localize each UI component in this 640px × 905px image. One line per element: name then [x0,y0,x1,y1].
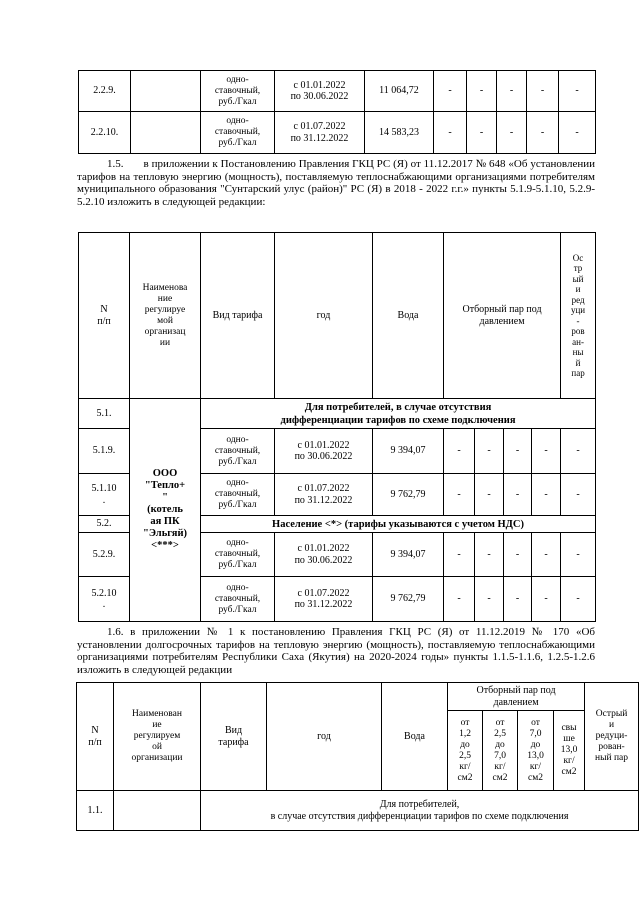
header-water: Вода [382,683,448,791]
dash-cell: - [532,429,561,474]
dash-cell: - [504,533,532,577]
water-value: 9 762,79 [373,577,444,622]
tariff-type: одно- ставочный, руб./Гкал [201,474,275,516]
paragraph-1-6: 1.6. в приложении № 1 к постановлению Правления ГКЦ РС (Я) от 11.12.2019 № 170 «Об установлении долгосрочных тарифов на тепловую энергию (мощность), поставляемую теплоснабжающими организациями потребителям Республики Саха (Якутия) на 2020-2024 годы» пункты 1.1.5-1.1.6, 1.2.5-1.2.6 изложить в следующей редакции [77,626,595,676]
dash-cell: - [561,533,596,577]
row-number: 5.1. [79,399,130,429]
period: с 01.07.2022 по 31.12.2022 [275,577,373,622]
tariff-type: одно- ставочный, руб./Гкал [201,577,275,622]
bottom-tariff-table [76,682,639,831]
period: с 01.07.2022 по 31.12.2022 [275,474,373,516]
paragraph-1-5: 1.5. в приложении к Постановлению Правления ГКЦ РС (Я) от 11.12.2017 № 648 «Об установлении тарифов на тепловую энергию (мощность), поставляемую теплоснабжающими организациями потребителям муниципального образования "Сунтарский улус (район)" РС (Я) в 2018 - 2022 г.г.» пункты 5.1.9-5.1.10, 5.2.9-5.2.10 изложить в следующей редакции: [77,158,595,208]
header-row [77,683,639,711]
header-num: N п/п [79,233,130,399]
dash-cell: - [444,474,475,516]
dash-cell: - [561,577,596,622]
dash-cell: - [559,71,596,112]
header-org: Наименован ие регулируем ой организации [114,683,201,791]
top-tariff-table [78,70,596,154]
dash-cell: - [527,112,559,154]
section-row [77,791,639,831]
period: с 01.01.2022 по 30.06.2022 [275,533,373,577]
header-sharp-steam: Ос тр ый и ред уци - ров ан- ны й пар [561,233,596,399]
header-pressure-range: от 1,2 до 2,5 кг/ см2 [448,711,483,791]
dash-cell: - [434,71,467,112]
dash-cell: - [561,474,596,516]
dash-cell: - [532,577,561,622]
row-number: 5.2.9. [79,533,130,577]
tariff-type: одно- ставочный, руб./Гкал [201,112,275,154]
dash-cell: - [467,71,497,112]
row-number: 2.2.10. [79,112,131,154]
tariff-type: одно- ставочный, руб./Гкал [201,533,275,577]
header-water: Вода [373,233,444,399]
dash-cell: - [475,474,504,516]
water-value: 9 762,79 [373,474,444,516]
header-year: год [267,683,382,791]
dash-cell: - [444,533,475,577]
section-title: Для потребителей, в случае отсутствия дифференциации тарифов по схеме подключения [201,791,639,831]
section-row [79,399,596,429]
org-cell [131,71,201,112]
header-pressure-range: от 7,0 до 13,0 кг/ см2 [518,711,554,791]
dash-cell: - [561,429,596,474]
row-number: 5.2. [79,516,130,533]
dash-cell: - [527,71,559,112]
period: с 01.07.2022 по 31.12.2022 [275,112,365,154]
water-value: 9 394,07 [373,429,444,474]
row-number: 5.1.9. [79,429,130,474]
dash-cell: - [532,474,561,516]
header-org: Наименова ние регулируе мой организац ии [130,233,201,399]
header-row [79,233,596,399]
header-sharp-steam: Острый и редуци- рован- ный пар [585,683,639,791]
header-pressure-range: от 2,5 до 7,0 кг/ см2 [483,711,518,791]
water-value: 11 064,72 [365,71,434,112]
mid-tariff-table [78,232,596,622]
dash-cell: - [504,577,532,622]
header-tariff: Вид тарифа [201,683,267,791]
water-value: 14 583,23 [365,112,434,154]
row-number: 1.1. [77,791,114,831]
dash-cell: - [497,112,527,154]
org-cell [131,112,201,154]
header-steam: Отборный пар под давлением [444,233,561,399]
water-value: 9 394,07 [373,533,444,577]
section-title: Для потребителей, в случае отсутствия дифференциации тарифов по схеме подключения [201,399,596,429]
dash-cell: - [559,112,596,154]
header-year: год [275,233,373,399]
dash-cell: - [504,474,532,516]
org-name: ООО "Тепло+ " (котель ая ПК "Эльгяй) <***> [130,399,201,622]
dash-cell: - [475,577,504,622]
dash-cell: - [532,533,561,577]
dash-cell: - [467,112,497,154]
table-row [79,112,596,154]
period: с 01.01.2022 по 30.06.2022 [275,71,365,112]
dash-cell: - [444,577,475,622]
dash-cell: - [444,429,475,474]
header-tariff: Вид тарифа [201,233,275,399]
dash-cell: - [497,71,527,112]
tariff-type: одно- ставочный, руб./Гкал [201,429,275,474]
dash-cell: - [434,112,467,154]
table-row [79,71,596,112]
header-pressure-range: свы ше 13,0 кг/ см2 [554,711,585,791]
org-cell [114,791,201,831]
row-number: 2.2.9. [79,71,131,112]
section-title: Население <*> (тарифы указываются с учетом НДС) [201,516,596,533]
header-num: N п/п [77,683,114,791]
row-number: 5.2.10 . [79,577,130,622]
dash-cell: - [504,429,532,474]
dash-cell: - [475,429,504,474]
row-number: 5.1.10 . [79,474,130,516]
dash-cell: - [475,533,504,577]
header-steam: Отборный пар под давлением [448,683,585,711]
tariff-type: одно- ставочный, руб./Гкал [201,71,275,112]
period: с 01.01.2022 по 30.06.2022 [275,429,373,474]
